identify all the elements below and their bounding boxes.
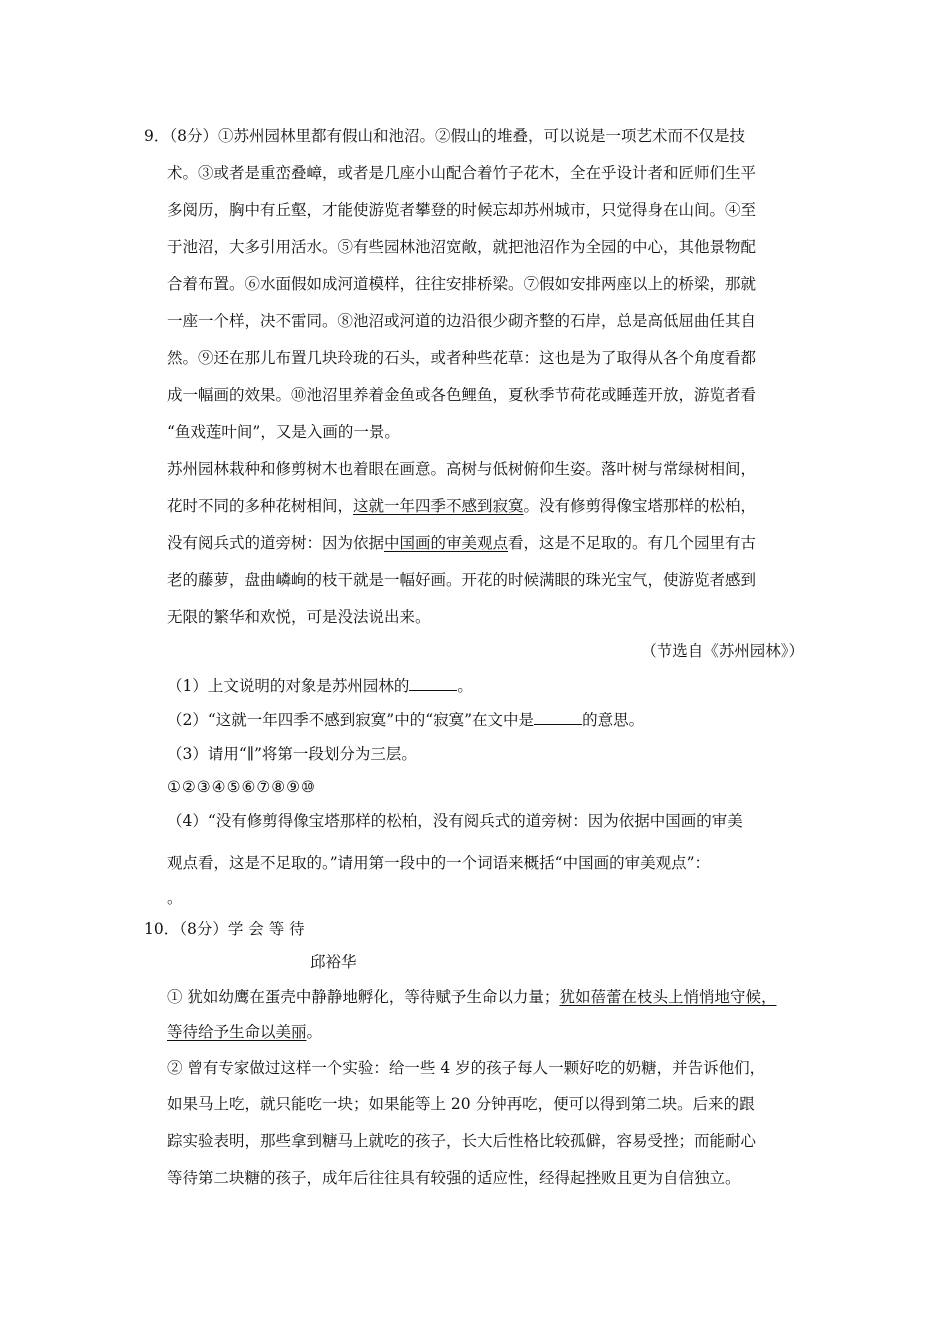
q9-p2-line (167, 532, 756, 554)
q10-header: 10．（8分）学 会 等 待 (144, 920, 305, 938)
q9-paragraph-line: 合着布置。⑥水面假如成河道模样，往往安排桥梁。⑦假如安排两座以上的桥梁，那就 (167, 275, 757, 293)
q9-sub4-line: （4）“没有修剪得像宝塔那样的松柏，没有阅兵式的道旁树：因为依据中国画的审美 (167, 812, 743, 830)
author-name: 邱裕华 (310, 953, 357, 971)
text-segment: 。没有修剪得像宝塔那样的松柏， (523, 497, 757, 515)
q9-paragraph-line: 多阅历，胸中有丘壑，才能使游览者攀登的时候忘却苏州城市，只觉得身在山间。④至 (167, 201, 757, 219)
q10-p2-line: 踪实验表明，那些拿到糖马上就吃的孩子，长大后性格比较孤僻，容易受挫；而能耐心 (167, 1132, 757, 1150)
sub1-text: （1）上文说明的对象是苏州园林的 (167, 677, 410, 695)
q9-paragraph-line: 术。③或者是重峦叠嶂，或者是几座小山配合着竹子花木，全在乎设计者和匠师们生平 (167, 164, 757, 182)
q9-paragraph-line: 一座一个样，决不雷同。⑧池沼或河道的边沿很少砌齐整的石岸，总是高低屈曲任其自 (167, 312, 757, 330)
sub2-text: （2）“这就一年四季不感到寂寞”中的“寂寞”在文中是 (167, 711, 535, 729)
q10-p2-line: ② 曾有专家做过这样一个实验：给一些 4 岁的孩子每人一颗好吃的奶糖，并告诉他们， (167, 1059, 766, 1077)
underlined-phrase: 这就一年四季不感到寂寞 (353, 497, 524, 515)
text-segment: 花时不同的多种花树相间， (167, 497, 354, 515)
q9-sub1 (167, 675, 473, 697)
q9-number: 9．（8分） (144, 127, 218, 145)
q9-paragraph-line: 成一幅画的效果。⑩池沼里养着金鱼或各色鲤鱼，夏秋季节荷花或睡莲开放，游览者看 (167, 386, 757, 404)
q9-paragraph-line: 于池沼，大多引用活水。⑤有些园林池沼宽敞，就把池沼作为全园的中心，其他景物配 (167, 238, 757, 256)
q9-paragraph-line: ①苏州园林里都有假山和池沼。②假山的堆叠，可以说是一项艺术而不仅是技 (217, 127, 745, 145)
underlined-phrase: 中国画的审美观点 (384, 534, 509, 552)
q10-p2-line: 等待第二块糖的孩子，成年后往往具有较强的适应性，经得起挫败且更为自信独立。 (167, 1169, 741, 1187)
q9-sub3: （3）请用“∥”将第一段划分为三层。 (167, 745, 417, 763)
circled-numbers-row: ①②③④⑤⑥⑦⑧⑨⑩ (167, 778, 316, 796)
q9-p2-line (167, 495, 756, 517)
answer-blank[interactable] (534, 710, 582, 725)
text-segment: 没有阅兵式的道旁树：因为依据 (167, 534, 385, 552)
text-segment: 。 (306, 1023, 323, 1041)
q10-p1-line (167, 986, 776, 1008)
q9-p2-line: 苏州园林栽种和修剪树木也着眼在画意。高树与低树俯仰生姿。落叶树与常绿树相间， (167, 460, 757, 478)
q9-p2-line: 无限的繁华和欢悦，可是没法说出来。 (167, 608, 431, 626)
q9-sub2 (167, 709, 644, 731)
source-citation: （节选自《苏州园林》） (641, 642, 804, 660)
q9-sub4-line: 。 (167, 889, 183, 907)
q9-paragraph-line: “鱼戏莲叶间”，又是入画的一景。 (167, 423, 400, 441)
q10-p2-line: 如果马上吃，就只能吃一块；如果能等上 20 分钟再吃，便可以得到第二块。后来的跟 (167, 1095, 755, 1113)
sub1-end: 。 (457, 677, 473, 695)
q10-p1-line (167, 1021, 322, 1043)
underlined-phrase: 犹如蓓蕾在枝头上悄悄地守候， (559, 988, 777, 1006)
text-segment: 看，这是不足取的。有几个园里有古 (508, 534, 757, 552)
underlined-phrase: 等待给予生命以美丽 (167, 1023, 307, 1041)
text-segment: ① 犹如幼鹰在蛋壳中静静地孵化，等待赋予生命以力量； (167, 988, 560, 1006)
sub2-end: 的意思。 (582, 711, 645, 729)
q9-sub4-line: 观点看，这是不足取的。”请用第一段中的一个词语来概括“中国画的审美观点”： (167, 854, 711, 872)
q9-p2-line: 老的藤萝，盘曲嶙峋的枝干就是一幅好画。开花的时候满眼的珠光宝气，使游览者感到 (167, 571, 757, 589)
q9-paragraph-line: 然。⑨还在那儿布置几块玲珑的石头，或者种些花草：这也是为了取得从各个角度看都 (167, 349, 757, 367)
q9-first-line (144, 125, 745, 147)
answer-blank[interactable] (409, 676, 457, 691)
